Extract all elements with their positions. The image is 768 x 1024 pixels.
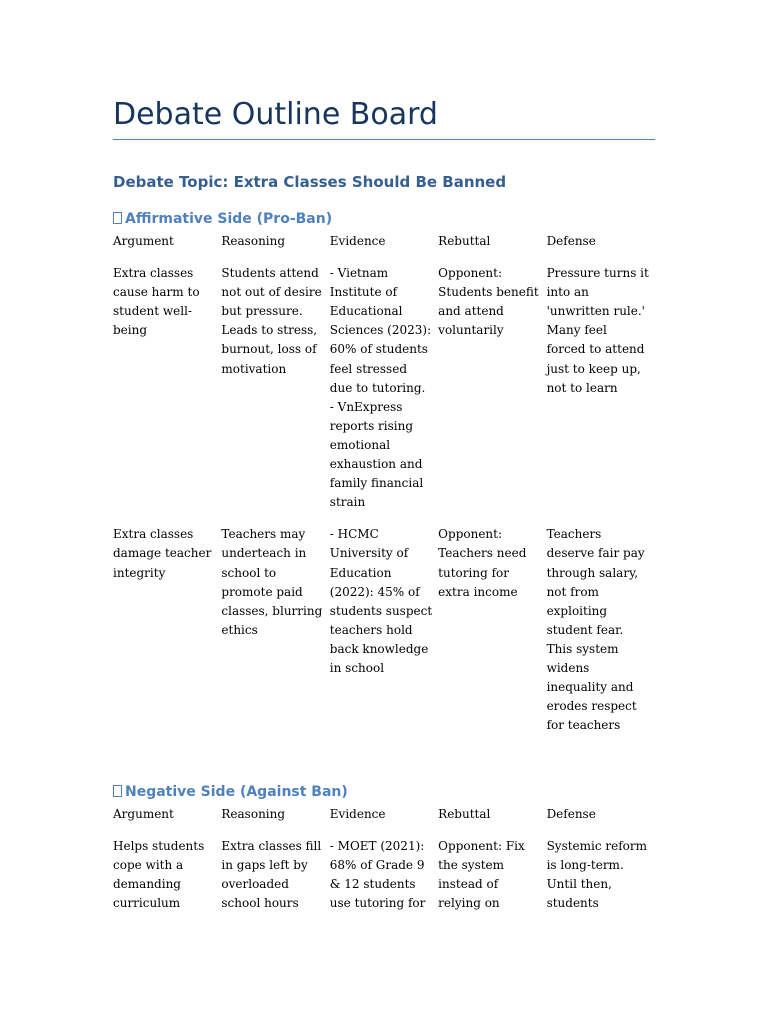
defense-cell: Teachers deserve fair pay through salary, not from exploiting student fear. This system widens inequality and erodes respect for teachers (546, 527, 645, 733)
evidence-cell: - HCMC University of Education (2022): 45% of students suspect teachers hold back knowledge in school (329, 527, 433, 675)
table-row (113, 525, 655, 748)
affirmative-table (113, 232, 655, 748)
table-row (113, 264, 655, 525)
document-title: Debate Outline Board (113, 97, 438, 132)
affirmative-heading (113, 209, 332, 229)
column-header-reasoning: Reasoning (221, 807, 286, 821)
rebuttal-cell: Opponent: Teachers need tutoring for extra income (438, 527, 527, 599)
reasoning-cell: Teachers may underteach in school to promote paid classes, blurring ethics (221, 527, 323, 637)
column-header-reasoning: Reasoning (221, 234, 286, 248)
rebuttal-cell: Opponent: Students benefit and attend voluntarily (438, 266, 539, 338)
column-header-argument: Argument (113, 234, 174, 248)
column-header-evidence: Evidence (329, 234, 386, 248)
argument-cell: Extra classes damage teacher integrity (113, 527, 212, 580)
debate-topic-heading: Debate Topic: Extra Classes Should Be Banned (113, 173, 507, 191)
evidence-cell (330, 264, 438, 525)
missing-glyph-icon (113, 212, 122, 224)
argument-cell: Helps students cope with a demanding curriculum (113, 839, 205, 911)
column-header-rebuttal: Rebuttal (438, 234, 491, 248)
reasoning-cell: Students attend not out of desire but pressure. Leads to stress, burnout, loss of motivation (221, 266, 322, 376)
defense-cell: Systemic reform is long-term. Until then, students (546, 839, 648, 911)
evidence-cell: - MOET (2021): 68% of Grade 9 & 12 students use tutoring for (329, 839, 426, 911)
column-header-defense: Defense (546, 807, 596, 821)
affirmative-heading-label: Affirmative Side (Pro-Ban) (125, 211, 333, 227)
missing-glyph-icon (113, 785, 122, 797)
rebuttal-cell: Opponent: Fix the system instead of relying on (438, 839, 525, 911)
column-header-rebuttal: Rebuttal (438, 807, 491, 821)
table-row (113, 837, 655, 926)
evidence-item: - Vietnam Institute of Educational Sciences (2023): 60% of students feel stressed due to tutoring. (329, 266, 432, 395)
negative-table (113, 805, 655, 926)
negative-heading (113, 782, 348, 802)
table-header-row (113, 805, 655, 837)
column-header-argument: Argument (113, 807, 174, 821)
reasoning-cell: Extra classes fill in gaps left by overloaded school hours (221, 839, 322, 911)
defense-cell: Pressure turns it into an 'unwritten rule.' Many feel forced to attend just to keep up, not to learn (546, 266, 649, 395)
title-underline (113, 139, 655, 140)
column-header-defense: Defense (546, 234, 596, 248)
evidence-item: - VnExpress reports rising emotional exhaustion and family financial strain (329, 399, 424, 510)
table-header-row (113, 232, 655, 264)
argument-cell: Extra classes cause harm to student well-being (113, 266, 200, 338)
column-header-evidence: Evidence (329, 807, 386, 821)
negative-heading-label: Negative Side (Against Ban) (125, 784, 348, 800)
